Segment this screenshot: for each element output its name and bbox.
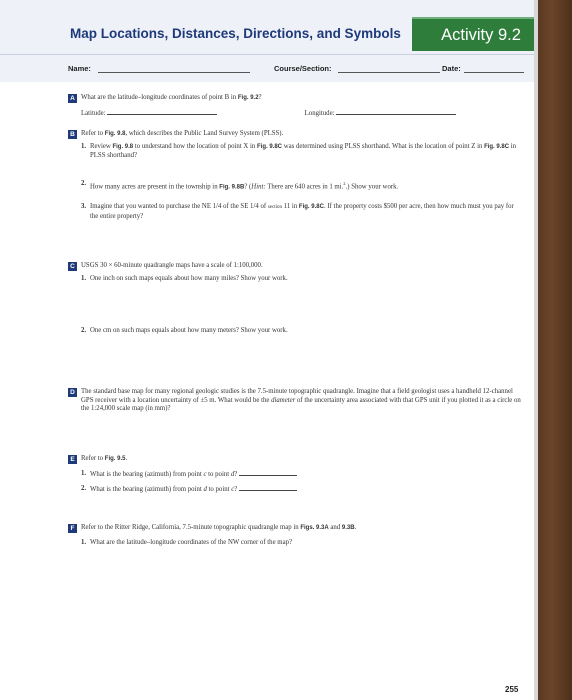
question-c2: 2. One cm on such maps equals about how many meters? Show your work. bbox=[81, 327, 288, 334]
question-b3: 3. Imagine that you wanted to purchase the NE 1/4 of the SE 1/4 of section 11 in Fig. 9.8C. If the property costs $500 per acre, then how much must you pay for the entire property? bbox=[81, 203, 514, 220]
section-stem: What are the latitude–longitude coordinates of point B in Fig. 9.2? bbox=[81, 94, 262, 101]
section-e bbox=[68, 455, 524, 464]
section-stem: Refer to the Ritter Ridge, California, 7.5-minute topographic quadrangle map in Figs. 9.3A and 9.3B. bbox=[81, 524, 357, 531]
latlong-answer-row bbox=[81, 109, 524, 119]
latitude-field[interactable] bbox=[107, 109, 217, 115]
longitude-label: Longitude: bbox=[304, 110, 335, 117]
section-stem: Refer to Fig. 9.5. bbox=[81, 455, 128, 462]
section-letter: D bbox=[68, 388, 77, 397]
question-e1: 1. What is the bearing (azimuth) from point c to point d? bbox=[81, 470, 524, 480]
question-b1: 1. Review Fig. 9.8 to understand how the location of point X in Fig. 9.8C was determined using PLSS shorthand. What is the location of point Z in Fig. 9.8C in PLSS shorthand? bbox=[81, 143, 517, 159]
section-stem: The standard base map for many regional geologic studies is the 7.5-minute topographic quadrangle. Imagine that a field geologist uses a handheld 12-channel GPS receiver with a location uncertainty of ±5 m. What would be the diameter of the uncertainty area associated with that GPS unit if you plotted it as a circle on the 1:24,000 scale map (in mm)? bbox=[81, 388, 521, 413]
longitude-field[interactable] bbox=[336, 109, 456, 115]
bearing-cd-field[interactable] bbox=[239, 470, 297, 476]
section-stem: Refer to Fig. 9.8, which describes the Public Land Survey System (PLSS). bbox=[81, 130, 284, 137]
question-e2: 2. What is the bearing (azimuth) from point d to point c? bbox=[81, 485, 524, 495]
section-f bbox=[68, 524, 524, 533]
name-field[interactable] bbox=[98, 72, 250, 73]
date-label: Date: bbox=[442, 64, 461, 73]
bearing-dc-field[interactable] bbox=[239, 485, 297, 491]
section-letter: E bbox=[68, 455, 77, 464]
section-d bbox=[68, 388, 524, 414]
section-stem: USGS 30 × 60-minute quadrangle maps have a scale of 1:100,000. bbox=[81, 262, 263, 269]
section-letter: A bbox=[68, 94, 77, 103]
section-c bbox=[68, 262, 524, 271]
name-label: Name: bbox=[68, 64, 91, 73]
course-field[interactable] bbox=[338, 72, 440, 73]
section-b bbox=[68, 130, 524, 139]
page-title: Map Locations, Distances, Directions, and Symbols bbox=[70, 26, 401, 41]
book-spine bbox=[538, 0, 572, 700]
activity-label: Activity 9.2 bbox=[412, 17, 550, 51]
latitude-label: Latitude: bbox=[81, 110, 106, 117]
question-f1: 1. What are the latitude–longitude coordinates of the NW corner of the map? bbox=[81, 539, 293, 546]
section-a bbox=[68, 94, 524, 103]
student-info-row bbox=[68, 64, 524, 78]
page-number: 255 bbox=[505, 685, 519, 694]
section-letter: C bbox=[68, 262, 77, 271]
section-letter: F bbox=[68, 524, 77, 533]
question-c1: 1. One inch on such maps equals about how many miles? Show your work. bbox=[81, 275, 288, 282]
date-field[interactable] bbox=[464, 72, 524, 73]
header-divider bbox=[0, 54, 538, 55]
course-label: Course/Section: bbox=[274, 64, 332, 73]
question-b2: 2. How many acres are present in the township in Fig. 9.8B? (Hint: There are 640 acres in 1 mi.$^2$.) Show your work. bbox=[81, 180, 399, 191]
section-letter: B bbox=[68, 130, 77, 139]
